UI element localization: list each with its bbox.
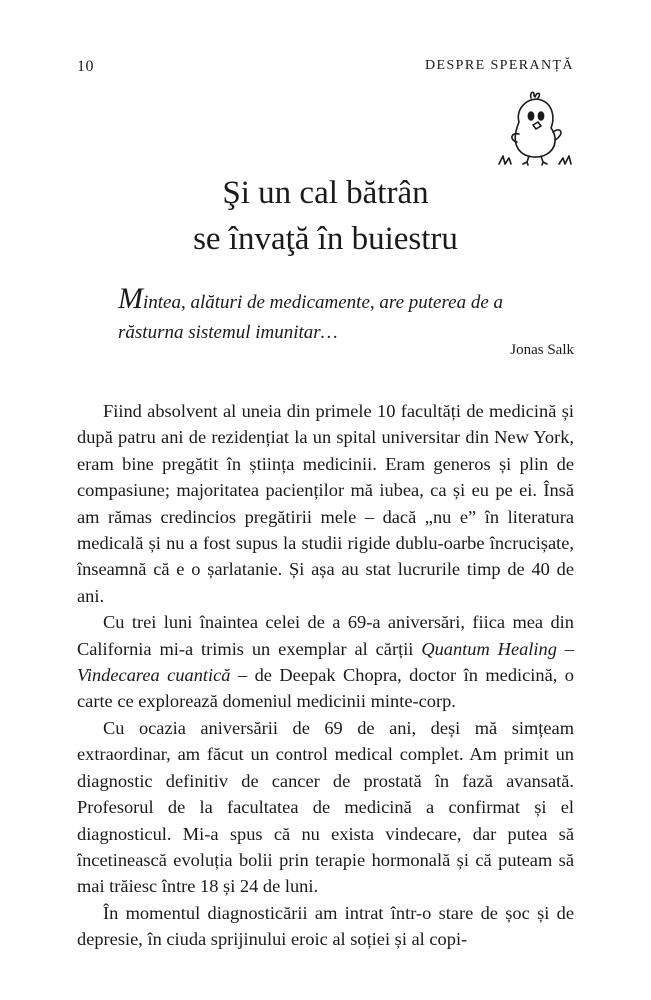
epigraph-quote [118, 284, 538, 348]
chick-icon [495, 88, 577, 168]
epigraph-text: intea, alături de medicamente, are puterea de a răsturna sistemul imunitar… [118, 292, 504, 343]
paragraph-2 [77, 609, 574, 715]
paragraph-2-after: – de Deepak Chopra, doctor în medicină, o carte ce explorează domeniul medicinii minte-corp. [77, 665, 574, 712]
paragraph-1: Fiind absolvent al uneia din primele 10 facultăți de medicină și după patru ani de rezidențiat la un spital universitar din New York, eram bine pregătit în știința medicinii. Eram generos și plin de compasiune; majoritatea pacienților mă iubea, ca și eu pe ei. Însă am rămas credincios pregătirii mele – dacă „nu e” în literatura medicală și nu a fost supus la studii rigide dublu-oarbe încrucișate, înseamnă că e o șarlatanie. Și așa au stat lucrurile timp de 40 de ani. [77, 401, 574, 606]
chapter-title-line-2: se învaţă în buiestru [193, 221, 458, 257]
book-title: Quantum Healing – Vindecarea cuantică [77, 638, 575, 686]
paragraph-4: În momentul diagnosticării am intrat într-o stare de șoc și de depresie, în ciuda sprijinului eroic al soției și al copi- [77, 902, 574, 950]
epigraph-author: Jonas Salk [510, 342, 574, 358]
epigraph-dropcap: M [118, 282, 143, 315]
body-text [77, 398, 574, 953]
chapter-title-line-1: Şi un cal bătrân [222, 175, 429, 211]
paragraph-2-before: Cu trei luni înaintea celei de a 69-a aniversări, fiica mea din California mi-a trimis un exemplar al cărții [77, 612, 574, 659]
paragraph-3: Cu ocazia aniversării de 69 de ani, deși mă simțeam extraordinar, am făcut un control medical complet. Am primit un diagnostic definitiv de cancer de prostată în fază avansată. Profesorul de la facultatea de medicină a confirmat și el diagnosticul. Mi-a spus că nu exista vindecare, dar putea să încetinească evoluția bolii prin terapie hormonală și că puteam să mai trăiesc între 18 și 24 de luni. [77, 717, 574, 897]
chapter-title [0, 170, 651, 262]
running-head: DESPRE SPERANȚĂ [425, 58, 574, 73]
page-number: 10 [77, 58, 94, 75]
